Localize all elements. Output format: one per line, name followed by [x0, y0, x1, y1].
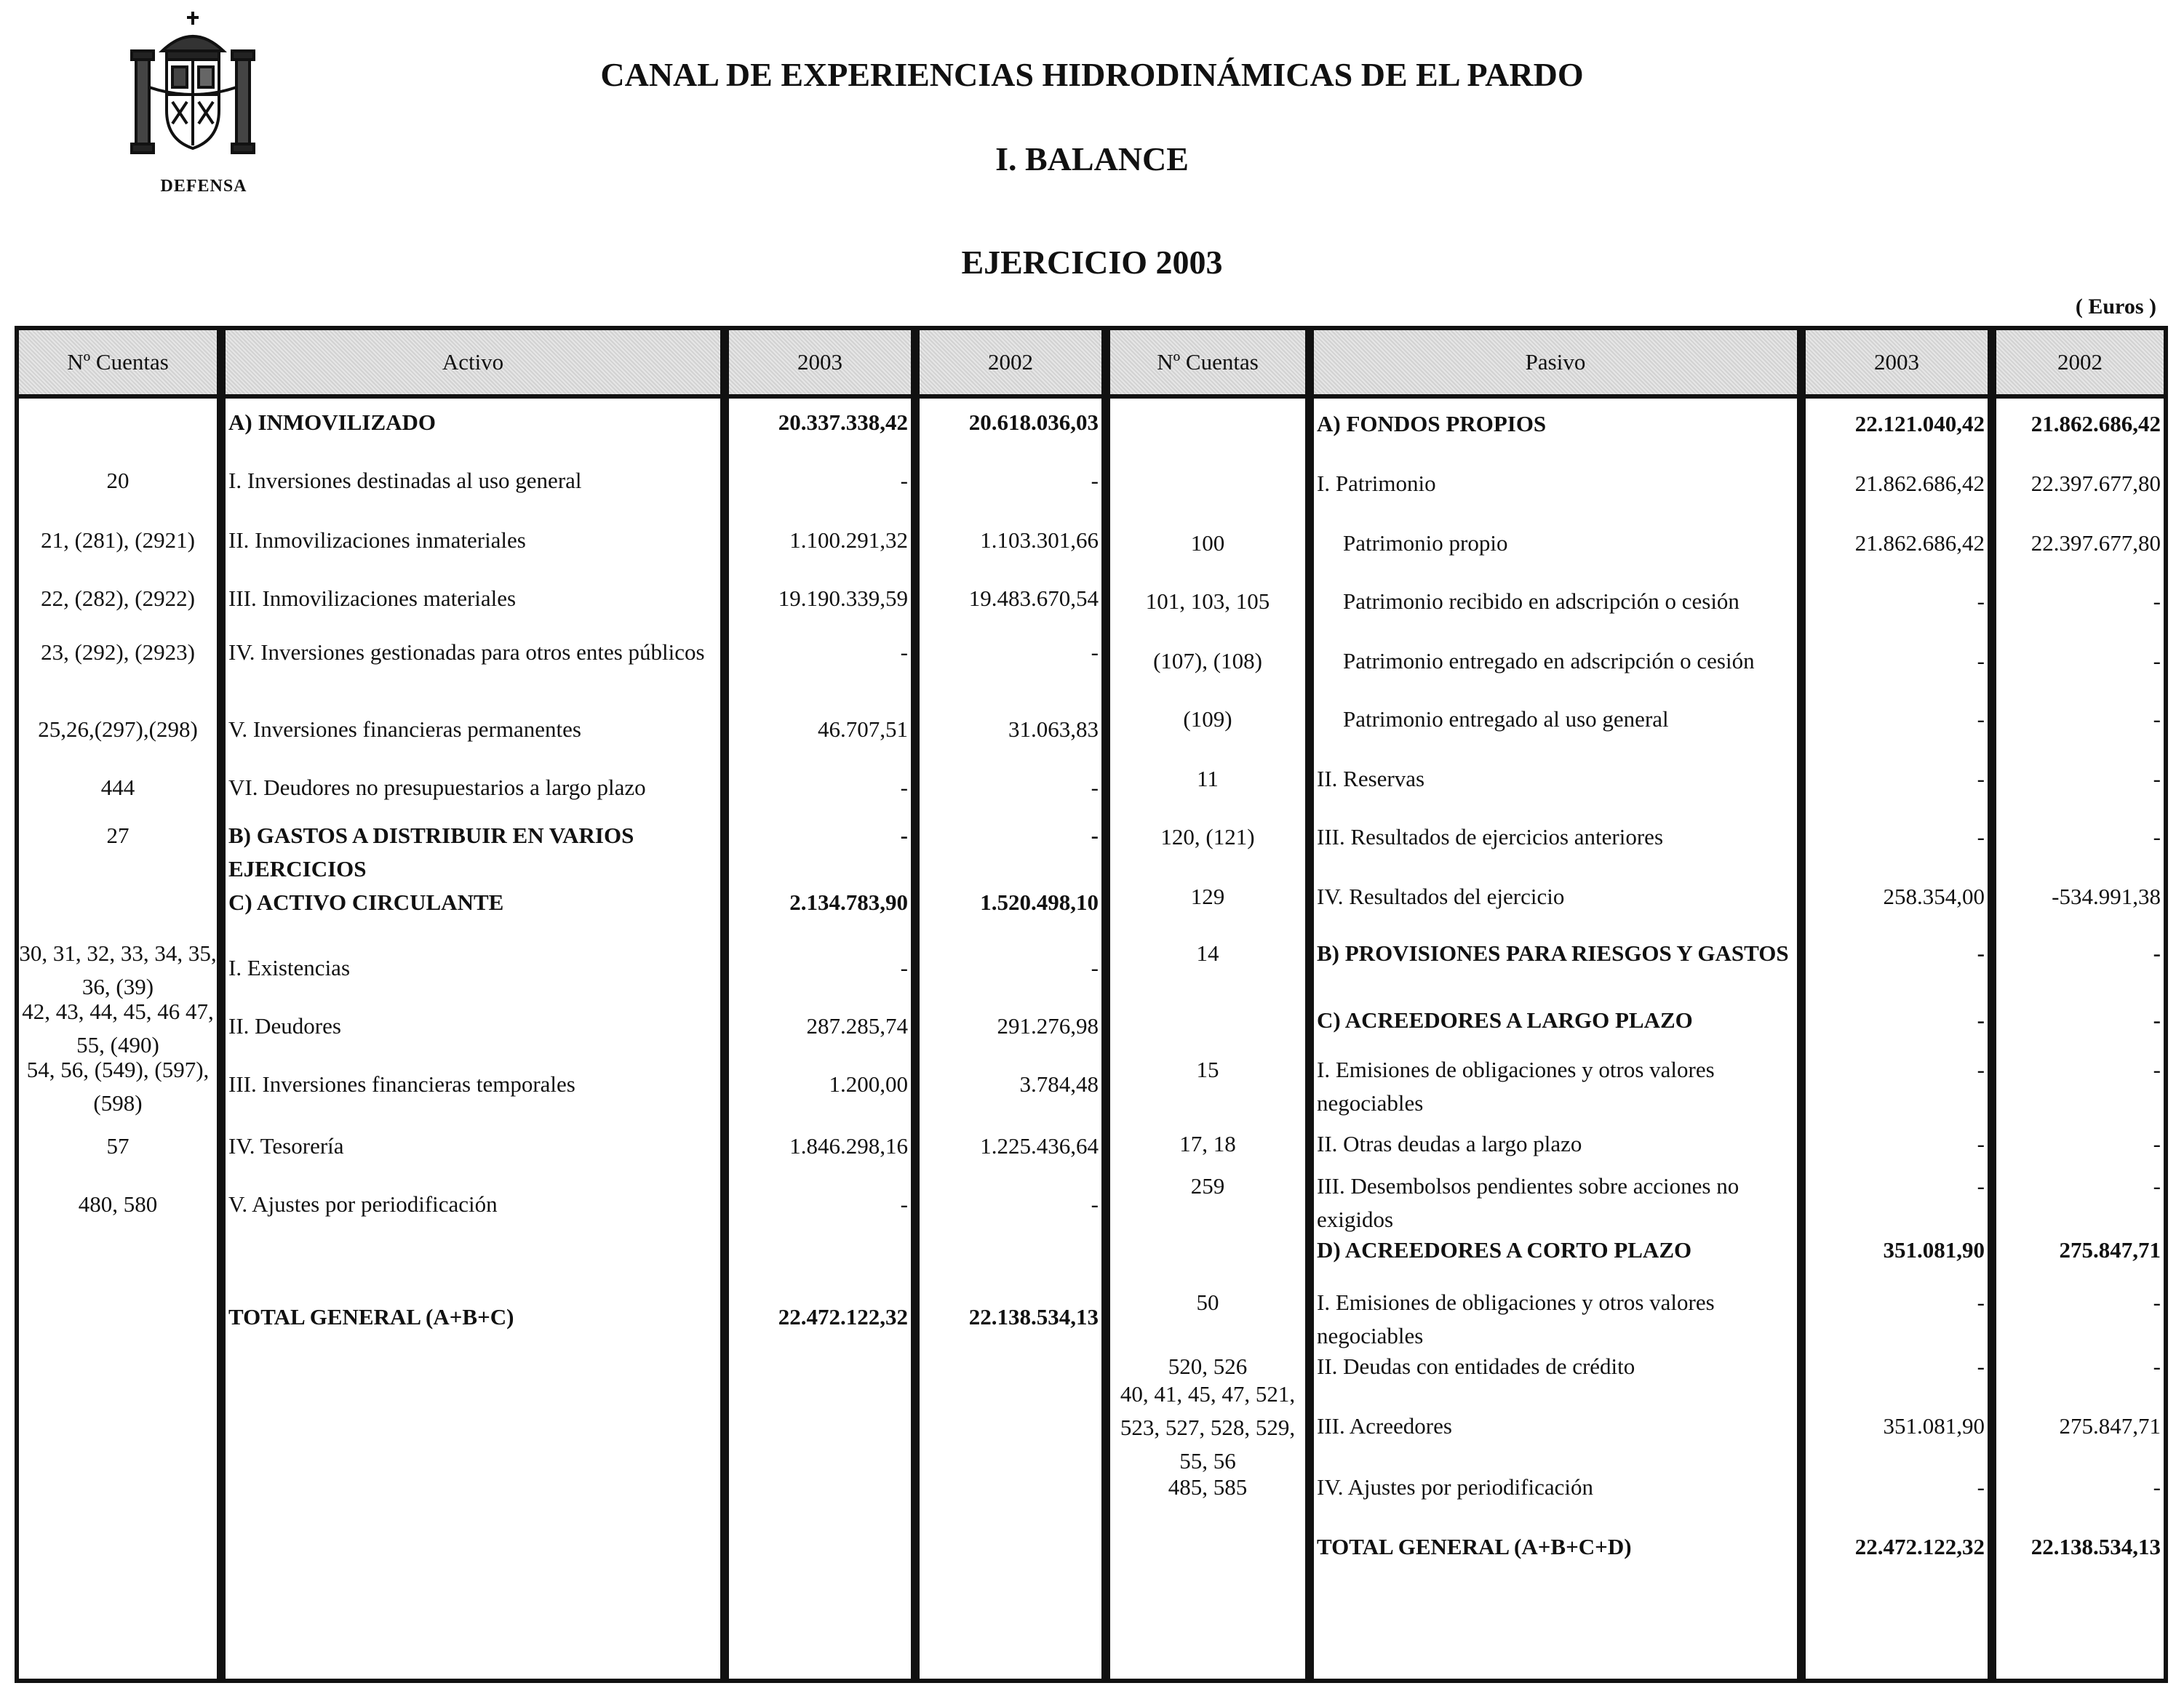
header-accounts-left: Nº Cuentas [19, 330, 217, 399]
document-subtitle: I. BALANCE [995, 140, 1189, 177]
pasivo-label: A) FONDOS PROPIOS [1317, 411, 1547, 436]
pasivo-value-2003: - [1977, 648, 1985, 673]
pasivo-value-2003: 21.862.686,42 [1854, 530, 1985, 556]
activo-label: V. Inversiones financieras permanentes [228, 716, 581, 742]
pasivo-value-2003: - [1977, 824, 1985, 850]
pasivo-label: Patrimonio entregado en adscripción o cesión [1343, 648, 1755, 673]
activo-label: II. Deudores [228, 1013, 341, 1039]
header-accounts-right: Nº Cuentas [1110, 330, 1305, 399]
pasivo-value-2002: 275.847,71 [2059, 1237, 2161, 1263]
pasivo-accounts: 40, 41, 45, 47, 521, 523, 527, 528, 529, 55, 56 [1120, 1381, 1296, 1474]
activo-label: II. Inmovilizaciones inmateriales [228, 527, 526, 553]
pasivo-value-2003: 21.862.686,42 [1854, 471, 1985, 496]
pasivo-value-2003: - [1977, 588, 1985, 614]
pasivo-value-2003: - [1977, 706, 1985, 732]
pasivo-label: II. Deudas con entidades de crédito [1317, 1354, 1635, 1379]
pasivo-value-2003: 22.121.040,42 [1854, 411, 1985, 436]
activo-value-2002: 19.483.670,54 [968, 585, 1099, 611]
pasivo-label: Patrimonio recibido en adscripción o cesión [1343, 588, 1739, 614]
activo-value-2002: 1.225.436,64 [980, 1133, 1099, 1159]
pasivo-accounts: 129 [1190, 884, 1225, 909]
activo-accounts: 21, (281), (2921) [41, 527, 195, 553]
activo-value-2003: 2.134.783,90 [789, 890, 908, 915]
activo-value-2003: 19.190.339,59 [778, 585, 908, 611]
activo-value-2002: 3.784,48 [1019, 1071, 1099, 1097]
activo-value-2003: - [900, 639, 908, 665]
activo-label: I. Inversiones destinadas al uso general [228, 468, 582, 493]
activo-value-2003: 46.707,51 [818, 716, 908, 742]
pasivo-label: III. Resultados de ejercicios anteriores [1317, 824, 1664, 850]
activo-value-2003: 287.285,74 [806, 1013, 908, 1039]
pasivo-value-2002: 22.397.677,80 [2030, 471, 2161, 496]
activo-accounts: 22, (282), (2922) [41, 585, 195, 611]
pasivo-accounts: 100 [1190, 530, 1225, 556]
pasivo-value-2002: 22.397.677,80 [2030, 530, 2161, 556]
pasivo-value-2002: - [2153, 1131, 2161, 1156]
pasivo-value-2002: - [2153, 1173, 2161, 1199]
activo-label: TOTAL GENERAL (A+B+C) [228, 1304, 514, 1330]
pasivo-label: D) ACREEDORES A CORTO PLAZO [1317, 1237, 1692, 1263]
header-activo: Activo [226, 330, 720, 399]
pasivo-value-2003: - [1977, 1354, 1985, 1379]
pasivo-value-2002: -534.991,38 [2052, 884, 2161, 909]
activo-value-2002: - [1091, 823, 1099, 848]
pasivo-value-2003: - [1977, 940, 1985, 966]
activo-value-2003: 22.472.122,32 [778, 1304, 908, 1330]
pasivo-accounts: (107), (108) [1153, 648, 1262, 673]
pasivo-value-2002: - [2153, 1290, 2161, 1315]
activo-label: IV. Inversiones gestionadas para otros entes públicos [228, 639, 705, 665]
pasivo-value-2003: - [1977, 1057, 1985, 1082]
pasivo-label: II. Otras deudas a largo plazo [1317, 1131, 1582, 1156]
pasivo-value-2002: - [2153, 1354, 2161, 1379]
pasivo-value-2002: 22.138.534,13 [2030, 1534, 2161, 1559]
pasivo-value-2003: - [1977, 766, 1985, 791]
header-2003-right: 2003 [1806, 330, 1988, 399]
activo-label: III. Inversiones financieras temporales [228, 1071, 575, 1097]
pasivo-accounts: 120, (121) [1160, 824, 1255, 850]
pasivo-value-2003: 22.472.122,32 [1854, 1534, 1985, 1559]
activo-value-2002: - [1091, 955, 1099, 980]
activo-accounts: 27 [106, 823, 129, 848]
pasivo-label: III. Desembolsos pendientes sobre acciones no exigidos [1317, 1173, 1739, 1232]
pasivo-value-2002: - [2153, 1057, 2161, 1082]
pasivo-label: IV. Resultados del ejercicio [1317, 884, 1565, 909]
activo-value-2002: 1.520.498,10 [980, 890, 1099, 915]
pasivo-accounts: 485, 585 [1168, 1474, 1248, 1500]
pasivo-value-2003: - [1977, 1007, 1985, 1033]
activo-label: I. Existencias [228, 955, 351, 980]
pasivo-accounts: 17, 18 [1179, 1131, 1236, 1156]
pasivo-accounts: 11 [1197, 766, 1219, 791]
activo-accounts: 25,26,(297),(298) [38, 716, 198, 742]
header-2002-right: 2002 [1996, 330, 2164, 399]
pasivo-label: C) ACREEDORES A LARGO PLAZO [1317, 1007, 1693, 1033]
currency-units: ( Euros ) [2075, 295, 2156, 319]
pasivo-value-2003: - [1977, 1173, 1985, 1199]
pasivo-label: Patrimonio propio [1343, 530, 1508, 556]
logo-caption: DEFENSA [160, 177, 247, 196]
activo-value-2002: - [1091, 468, 1099, 493]
pasivo-accounts: 14 [1196, 940, 1219, 966]
pasivo-label: B) PROVISIONES PARA RIESGOS Y GASTOS [1317, 940, 1789, 966]
fiscal-period: EJERCICIO 2003 [961, 244, 1223, 281]
activo-label: A) INMOVILIZADO [228, 409, 437, 435]
activo-value-2003: 1.100.291,32 [789, 527, 908, 553]
pasivo-accounts: (109) [1183, 706, 1232, 732]
header-pasivo: Pasivo [1314, 330, 1797, 399]
activo-value-2002: - [1091, 1191, 1099, 1217]
pasivo-label: TOTAL GENERAL (A+B+C+D) [1317, 1534, 1632, 1559]
pasivo-value-2003: - [1977, 1131, 1985, 1156]
pasivo-value-2003: 351.081,90 [1883, 1413, 1985, 1439]
activo-accounts: 480, 580 [78, 1191, 158, 1217]
pasivo-accounts: 15 [1196, 1057, 1219, 1082]
pasivo-value-2002: - [2153, 766, 2161, 791]
activo-accounts: 54, 56, (549), (597), (598) [26, 1057, 210, 1116]
pasivo-value-2002: - [2153, 824, 2161, 850]
activo-value-2002: 31.063,83 [1008, 716, 1099, 742]
activo-value-2002: - [1091, 639, 1099, 665]
activo-value-2003: 1.200,00 [829, 1071, 908, 1097]
pasivo-accounts: 101, 103, 105 [1145, 588, 1270, 614]
pasivo-label: IV. Ajustes por periodificación [1317, 1474, 1593, 1500]
document-title: CANAL DE EXPERIENCIAS HIDRODINÁMICAS DE EL PARDO [600, 56, 1584, 93]
pasivo-accounts: 520, 526 [1168, 1354, 1248, 1379]
activo-label: III. Inmovilizaciones materiales [228, 585, 517, 611]
activo-label: VI. Deudores no presupuestarios a largo plazo [228, 775, 646, 800]
pasivo-value-2002: 21.862.686,42 [2030, 411, 2161, 436]
activo-accounts: 444 [100, 775, 135, 800]
pasivo-label: I. Emisiones de obligaciones y otros valores negociables [1317, 1057, 1715, 1116]
activo-accounts: 42, 43, 44, 45, 46 47, 55, (490) [22, 999, 214, 1058]
pasivo-accounts: 259 [1190, 1173, 1225, 1199]
pasivo-value-2002: - [2153, 588, 2161, 614]
header-2002-left: 2002 [920, 330, 1101, 399]
pasivo-label: III. Acreedores [1317, 1413, 1452, 1439]
activo-value-2002: 291.276,98 [997, 1013, 1099, 1039]
header-2003-left: 2003 [729, 330, 911, 399]
activo-label: C) ACTIVO CIRCULANTE [228, 890, 504, 915]
pasivo-label: II. Reservas [1317, 766, 1425, 791]
activo-accounts: 30, 31, 32, 33, 34, 35, 36, (39) [19, 940, 217, 999]
activo-accounts: 23, (292), (2923) [41, 639, 195, 665]
pasivo-value-2003: 351.081,90 [1883, 1237, 1985, 1263]
activo-value-2002: 22.138.534,13 [968, 1304, 1099, 1330]
pasivo-value-2002: - [2153, 940, 2161, 966]
activo-value-2003: - [900, 823, 908, 848]
activo-accounts: 57 [106, 1133, 129, 1159]
pasivo-label: I. Emisiones de obligaciones y otros valores negociables [1317, 1290, 1715, 1348]
activo-value-2003: - [900, 775, 908, 800]
activo-label: V. Ajustes por periodificación [228, 1191, 498, 1217]
pasivo-value-2002: 275.847,71 [2059, 1413, 2161, 1439]
activo-value-2003: - [900, 955, 908, 980]
activo-value-2002: - [1091, 775, 1099, 800]
pasivo-value-2002: - [2153, 1474, 2161, 1500]
pasivo-value-2002: - [2153, 1007, 2161, 1033]
activo-accounts: 20 [106, 468, 129, 493]
balance-table [15, 326, 2168, 1683]
activo-value-2003: - [900, 1191, 908, 1217]
pasivo-value-2003: - [1977, 1290, 1985, 1315]
activo-label: B) GASTOS A DISTRIBUIR EN VARIOS EJERCICIOS [228, 823, 634, 882]
pasivo-accounts: 50 [1196, 1290, 1219, 1315]
activo-label: IV. Tesorería [228, 1133, 344, 1159]
pasivo-value-2003: 258.354,00 [1883, 884, 1985, 909]
activo-value-2002: 1.103.301,66 [980, 527, 1099, 553]
pasivo-value-2003: - [1977, 1474, 1985, 1500]
activo-value-2002: 20.618.036,03 [968, 409, 1099, 435]
pasivo-value-2002: - [2153, 706, 2161, 732]
pasivo-label: I. Patrimonio [1317, 471, 1436, 496]
pasivo-label: Patrimonio entregado al uso general [1343, 706, 1669, 732]
activo-value-2003: 20.337.338,42 [778, 409, 908, 435]
pasivo-value-2002: - [2153, 648, 2161, 673]
activo-value-2003: 1.846.298,16 [789, 1133, 908, 1159]
activo-value-2003: - [900, 468, 908, 493]
